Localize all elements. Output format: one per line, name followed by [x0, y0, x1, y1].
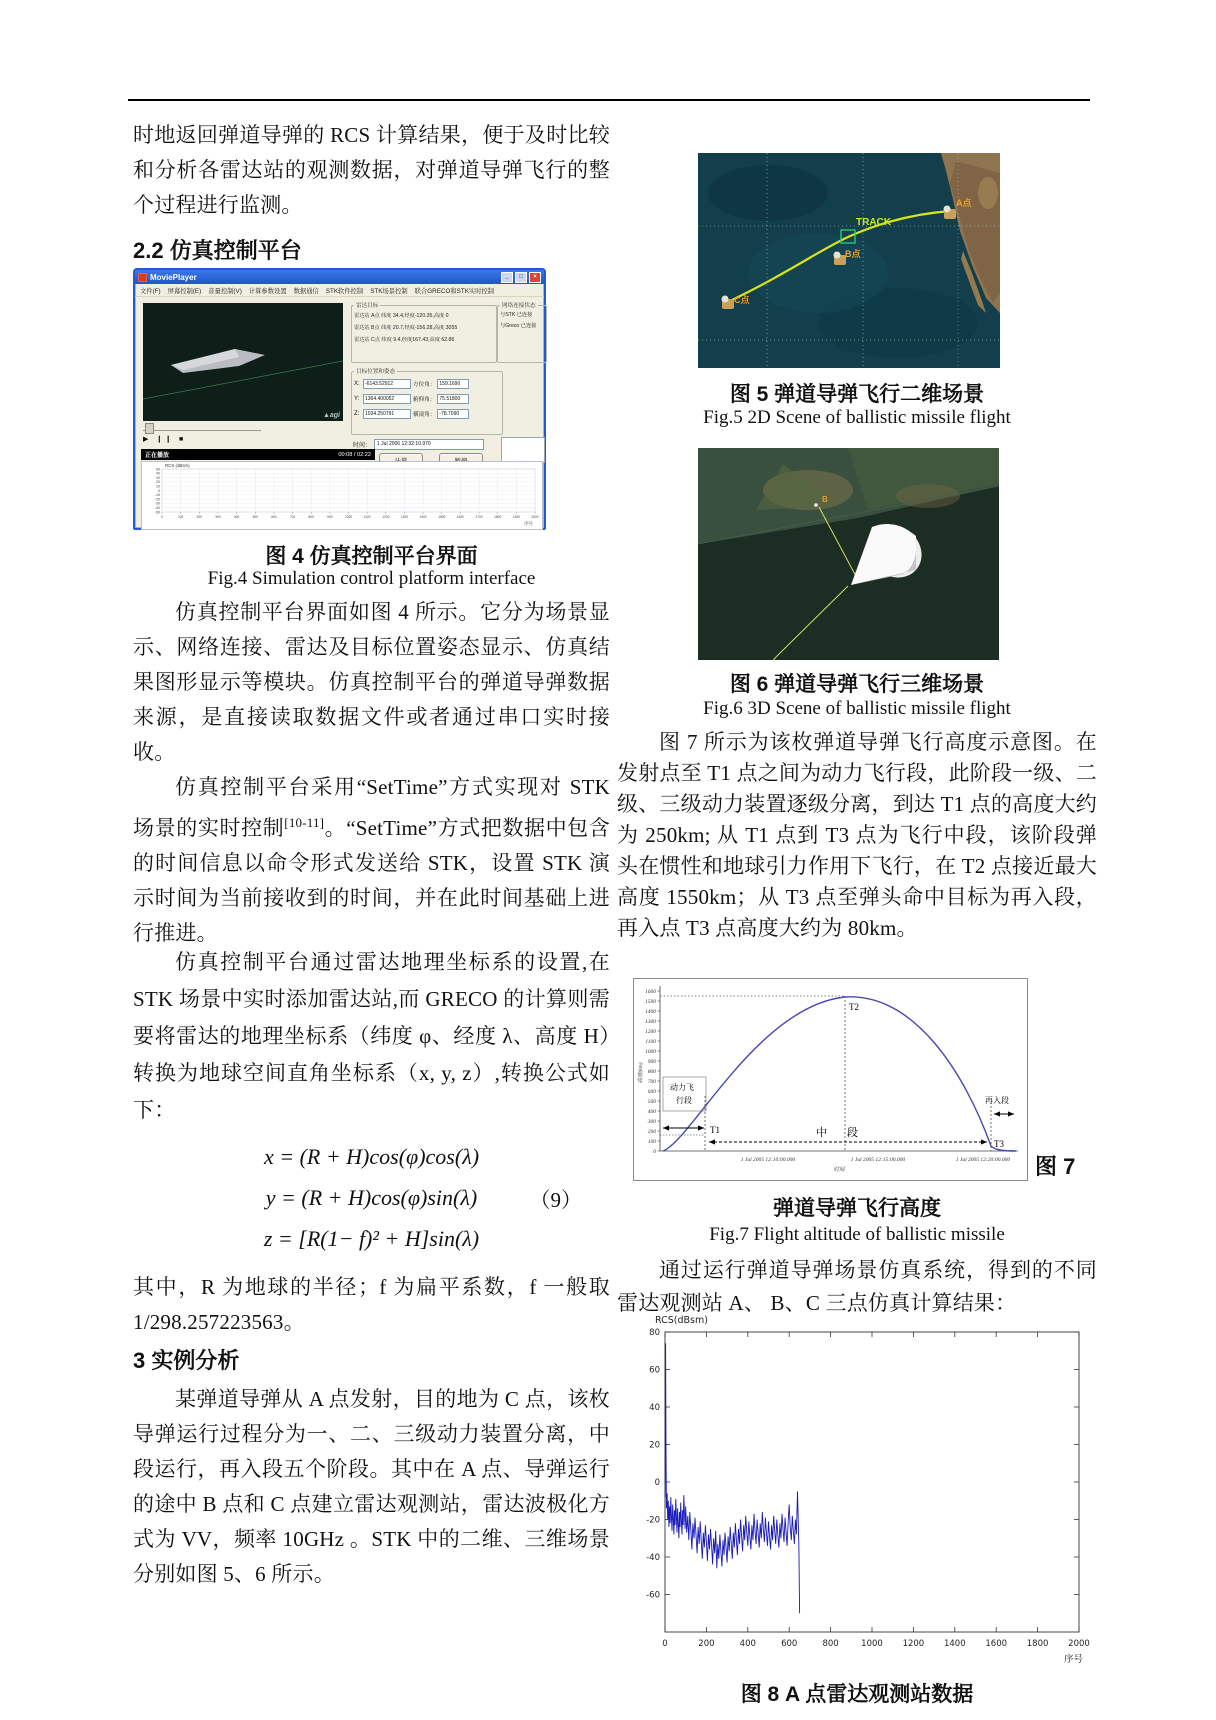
menu-item: 数据通信 [293, 287, 319, 295]
svg-text:0: 0 [161, 515, 163, 519]
fig4-3d-view [143, 303, 343, 421]
svg-text:-20: -20 [154, 497, 160, 502]
svg-text:700: 700 [289, 515, 296, 519]
menu-item: STK场景控制 [370, 287, 408, 295]
track-label: TRACK [856, 217, 891, 228]
svg-text:1100: 1100 [645, 1039, 656, 1045]
playback-slider [143, 426, 261, 431]
svg-text:1900: 1900 [512, 515, 520, 519]
net-group-title: 网络连接状态 [502, 303, 536, 309]
window-controls [501, 272, 541, 283]
svg-text:40: 40 [649, 1403, 660, 1413]
svg-text:900: 900 [327, 515, 333, 519]
fig4-window [133, 268, 546, 530]
target-pos-group [351, 367, 503, 435]
svg-text:-30: -30 [154, 501, 160, 506]
paragraph: 图 7 所示为该枚弹道导弹飞行高度示意图。在发射点至 T1 点之间为动力飞行段，此阶段一级、二级、三级动力装置逐级分离，到达 T1 点的高度大约为 250km; 从 T1 点到 T3 点为飞行中段，该阶段弹头在惯性和地球引力作用下飞行，在 T2 点接近最大高度 1550km；从 T3 点至弹头命中目标为再入段，再入点 T3 点高度大约为 80km。 [617, 730, 1097, 940]
svg-text:10: 10 [156, 484, 160, 489]
svg-text:-40: -40 [154, 506, 160, 510]
svg-text:B点: B点 [845, 249, 861, 259]
paragraph: 时地返回弹道导弹的 RCS 计算结果，便于及时比较和分析各雷达站的观测数据，对弹道导弹飞行的整个过程进行监测。 [133, 123, 610, 217]
menu-item: 屏幕控制(E) [167, 287, 202, 295]
svg-text:400: 400 [233, 515, 240, 519]
svg-text:高度(km): 高度(km) [638, 1062, 644, 1084]
text-run: 。“SetTime”方式把数据中包含的时间信息以命令形式发送给 STK，设置 STK 演示时间为当前接收到的时间，并在此时间基础上进行推进。 [133, 816, 610, 945]
svg-text:-20: -20 [646, 1515, 660, 1526]
menu-item: STK软件控制 [325, 287, 364, 295]
svg-text:RCS (dBsm): RCS (dBsm) [165, 463, 190, 468]
svg-text:1300: 1300 [645, 1019, 656, 1025]
svg-text:20: 20 [649, 1440, 660, 1451]
svg-text:800: 800 [647, 1069, 656, 1075]
svg-text:1700: 1700 [475, 515, 483, 519]
svg-text:1600: 1600 [645, 989, 656, 995]
figure6-3d-scene [698, 448, 999, 665]
svg-text:序号: 序号 [524, 521, 533, 526]
svg-text:序号: 序号 [1063, 1654, 1083, 1665]
fig4-rcs-chart [141, 461, 543, 530]
paragraph: 某弹道导弹从 A 点发射，目的地为 C 点，该枚导弹运行过程分为一、二、三级动力装置分离，中段运行，再入段五个阶段。其中在 A 点、导弹运行的途中 B 点和 C 点建立雷达观测站，雷达波极化方式为 VV，频率 10GHz 。STK 中的二维、三维场景分别如图 5、6 所示。 [133, 1387, 610, 1586]
svg-text:1200: 1200 [645, 1029, 656, 1035]
figure6-caption-en: Fig.6 3D Scene of ballistic missile flight [703, 698, 1011, 719]
left-column [133, 0, 610, 1720]
svg-text:C点: C点 [734, 295, 750, 305]
net-status-group [497, 301, 547, 363]
player-status: 正在播放 [145, 453, 170, 459]
radar-target-group [351, 301, 497, 363]
figure4-caption-en: Fig.4 Simulation control platform interface [207, 568, 536, 589]
svg-text:200: 200 [698, 1639, 715, 1649]
time-label: 时间： [353, 443, 372, 449]
svg-text:0: 0 [653, 1149, 656, 1155]
svg-text:500: 500 [252, 515, 258, 519]
svg-text:400: 400 [647, 1109, 656, 1115]
equation-block [133, 1136, 610, 1259]
target-attitude-row: Y: 1364.400052 俯仰角： 75.51800 [354, 391, 500, 406]
menu-item: 计算参数设置 [248, 287, 287, 295]
minimize-icon: _ [501, 272, 513, 283]
svg-text:600: 600 [647, 1089, 656, 1095]
paragraph: 仿真控制平台界面如图 4 所示。它分为场景显示、网络连接、雷达及目标位置姿态显示、仿真结果图形显示等模块。仿真控制平台的弹道导弹数据来源，是直接读取数据文件或者通过串口实时接收。 [133, 600, 610, 764]
fig6-render [698, 448, 999, 660]
figure7-tag: 图 7 [1035, 1154, 1076, 1179]
svg-text:300: 300 [647, 1119, 656, 1125]
radar-station-row: 雷达站 A点 纬度 34.4,经度-120.35,高度 0 [354, 313, 449, 319]
section-heading-3: 3 实例分析 [133, 1348, 240, 1373]
menu-item: 音量控制(V) [208, 287, 242, 295]
player-time: 00:08 / 02:22 [338, 451, 371, 458]
figure6-caption-zh: 图 6 弹道导弹飞行三维场景 [729, 673, 985, 696]
svg-text:1300: 1300 [400, 515, 408, 519]
figure7-caption-zh: 弹道导弹飞行高度 [773, 1197, 941, 1220]
svg-text:300: 300 [215, 515, 221, 519]
figure8-rcs-chart [619, 1312, 1095, 1679]
net-status-stk: 与STK 已连接 [500, 312, 533, 318]
svg-text:行段: 行段 [676, 1096, 692, 1105]
playback-controls: ▶ ❙❙ ■ [143, 436, 187, 443]
svg-text:0: 0 [158, 488, 160, 493]
figure7-altitude-chart [633, 978, 1028, 1181]
close-icon: × [529, 272, 541, 283]
svg-text:800: 800 [308, 515, 314, 519]
target-attitude-row: X: -6143.52912 方位角： 159.1690 [354, 376, 500, 391]
svg-text:A点: A点 [956, 198, 972, 208]
svg-text:0: 0 [662, 1639, 668, 1649]
station-b-label: B [822, 495, 828, 504]
radar-station-row: 雷达站 B点 纬度 20.7,经度-156.28,高度 3055 [354, 325, 458, 331]
paragraph: 其中，R 为地球的半径；f 为扁平系数，f 一般取 1/298.257223563。 [133, 1275, 610, 1334]
svg-text:500: 500 [647, 1099, 656, 1105]
net-status-greco: 与Greco 已连接 [500, 323, 537, 329]
fig5-map [698, 153, 1000, 368]
target-group-title: 目标位置和姿态 [356, 369, 396, 375]
paragraph: 仿真控制平台通过雷达地理坐标系的设置,在 STK 场景中实时添加雷达站,而 GRECO 的计算则需要将雷达的地理坐标系（纬度 φ、经度 λ、高度 H）转换为地球空间直角坐标系（x, y, z）,转换公式如下： [133, 950, 610, 1122]
svg-text:1600: 1600 [456, 515, 464, 519]
paragraph: 通过运行弹道导弹场景仿真系统，得到的不同雷达观测站 A、 B、C 三点仿真计算结果： [617, 1258, 1097, 1315]
svg-text:900: 900 [647, 1059, 656, 1065]
svg-text:0: 0 [654, 1478, 660, 1488]
right-column [617, 0, 1097, 1720]
svg-text:30: 30 [156, 475, 160, 480]
svg-text:2000: 2000 [531, 515, 539, 519]
svg-text:80: 80 [649, 1328, 660, 1338]
svg-text:1800: 1800 [494, 515, 502, 519]
figure5-caption-zh: 图 5 弹道导弹飞行二维场景 [729, 383, 985, 406]
svg-text:600: 600 [271, 515, 277, 519]
figure4-caption-zh: 图 4 仿真控制平台界面 [265, 545, 478, 568]
text-run: 仿真控制平台采用“SetTime”方式实现对 STK 场景的实时控制 [133, 775, 610, 840]
station-b-dot [814, 503, 818, 507]
agi-logo: ▲agi [322, 412, 340, 419]
fig4-menubar [135, 284, 544, 297]
svg-text:40: 40 [156, 471, 160, 476]
fig4-window-body [135, 297, 544, 529]
target-attitude-row: Z: 1034.250791 横滚角： -78.7090 [354, 406, 500, 421]
equation-z: z = [R(1− f)² + H]sin(λ) [263, 1226, 480, 1251]
svg-text:1400: 1400 [645, 1009, 656, 1015]
svg-text:中: 中 [816, 1127, 827, 1139]
svg-text:200: 200 [647, 1129, 656, 1135]
equation-y: y = (R + H)cos(φ)sin(λ) [265, 1185, 478, 1210]
svg-text:RCS(dBsm): RCS(dBsm) [655, 1315, 708, 1326]
svg-text:动力飞: 动力飞 [670, 1083, 694, 1092]
svg-text:段: 段 [847, 1127, 858, 1139]
svg-text:200: 200 [196, 515, 202, 519]
svg-text:-40: -40 [646, 1553, 660, 1563]
svg-text:20: 20 [156, 480, 160, 485]
menu-item: 联合GRECO和STK实时控制 [414, 287, 495, 295]
svg-text:再入段: 再入段 [985, 1096, 1009, 1105]
svg-text:100: 100 [177, 515, 184, 519]
svg-text:1 Jul 2005 12:10:00.000: 1 Jul 2005 12:10:00.000 [740, 1157, 796, 1163]
paragraph [133, 770, 610, 951]
svg-text:T3: T3 [994, 1139, 1004, 1149]
svg-text:1 Jul 2005 12:20:00.000: 1 Jul 2005 12:20:00.000 [955, 1157, 1011, 1163]
svg-text:100: 100 [647, 1139, 656, 1145]
svg-text:1500: 1500 [438, 515, 446, 519]
svg-text:1800: 1800 [1026, 1639, 1049, 1649]
svg-text:1400: 1400 [943, 1639, 966, 1649]
svg-text:-60: -60 [646, 1590, 660, 1601]
svg-text:-10: -10 [154, 493, 160, 498]
svg-text:600: 600 [781, 1639, 798, 1649]
svg-text:700: 700 [647, 1079, 656, 1085]
svg-text:1200: 1200 [902, 1639, 925, 1649]
svg-text:1 Jul 2005 12:15:00.000: 1 Jul 2005 12:15:00.000 [850, 1157, 906, 1163]
time-value: 1 Jul 2006 12:32:10.970 [374, 439, 484, 450]
radar-station-row: 雷达站 C点 纬度 9.4,经度167.43,高度 62.86 [354, 337, 455, 343]
svg-text:1000: 1000 [861, 1639, 883, 1649]
section-heading-2-2: 2.2 仿真控制平台 [133, 238, 302, 263]
svg-text:60: 60 [649, 1365, 660, 1376]
app-icon [138, 273, 147, 282]
svg-text:1100: 1100 [363, 515, 371, 519]
svg-text:1200: 1200 [382, 515, 390, 519]
figure5-caption-en: Fig.5 2D Scene of ballistic missile flight [703, 407, 1011, 428]
svg-text:时间: 时间 [833, 1167, 845, 1173]
svg-text:1500: 1500 [645, 999, 656, 1005]
fig4-titlebar [135, 270, 544, 284]
svg-text:T2: T2 [849, 1002, 859, 1012]
svg-text:2000: 2000 [1068, 1639, 1090, 1649]
citation-ref: [10-11] [284, 815, 325, 830]
figure5-2d-scene [698, 153, 1000, 373]
svg-text:1000: 1000 [645, 1049, 656, 1055]
player-status-bar [141, 449, 375, 460]
maximize-icon: □ [515, 272, 527, 283]
missile-3d-render [143, 303, 343, 421]
figure8-caption: 图 8 A 点雷达观测站数据 [740, 1683, 974, 1706]
svg-text:400: 400 [739, 1639, 756, 1649]
svg-text:50: 50 [156, 467, 160, 472]
figure4-screenshot [133, 268, 546, 530]
svg-text:1000: 1000 [344, 515, 353, 519]
slider-knob [145, 423, 154, 434]
equation-number: （9） [529, 1188, 582, 1212]
svg-text:-50: -50 [154, 510, 160, 515]
svg-text:1400: 1400 [419, 515, 427, 519]
menu-item: 文件(F) [140, 287, 161, 295]
svg-text:800: 800 [822, 1639, 839, 1649]
svg-text:1600: 1600 [985, 1639, 1008, 1649]
radar-group-title: 雷达目标 [356, 303, 379, 309]
status-box [501, 437, 545, 463]
fig4-window-title: MoviePlayer [150, 272, 197, 282]
svg-text:T1: T1 [710, 1125, 720, 1135]
equation-x: x = (R + H)cos(φ)cos(λ) [263, 1144, 480, 1169]
figure7-caption-en: Fig.7 Flight altitude of ballistic missile [709, 1224, 1005, 1245]
